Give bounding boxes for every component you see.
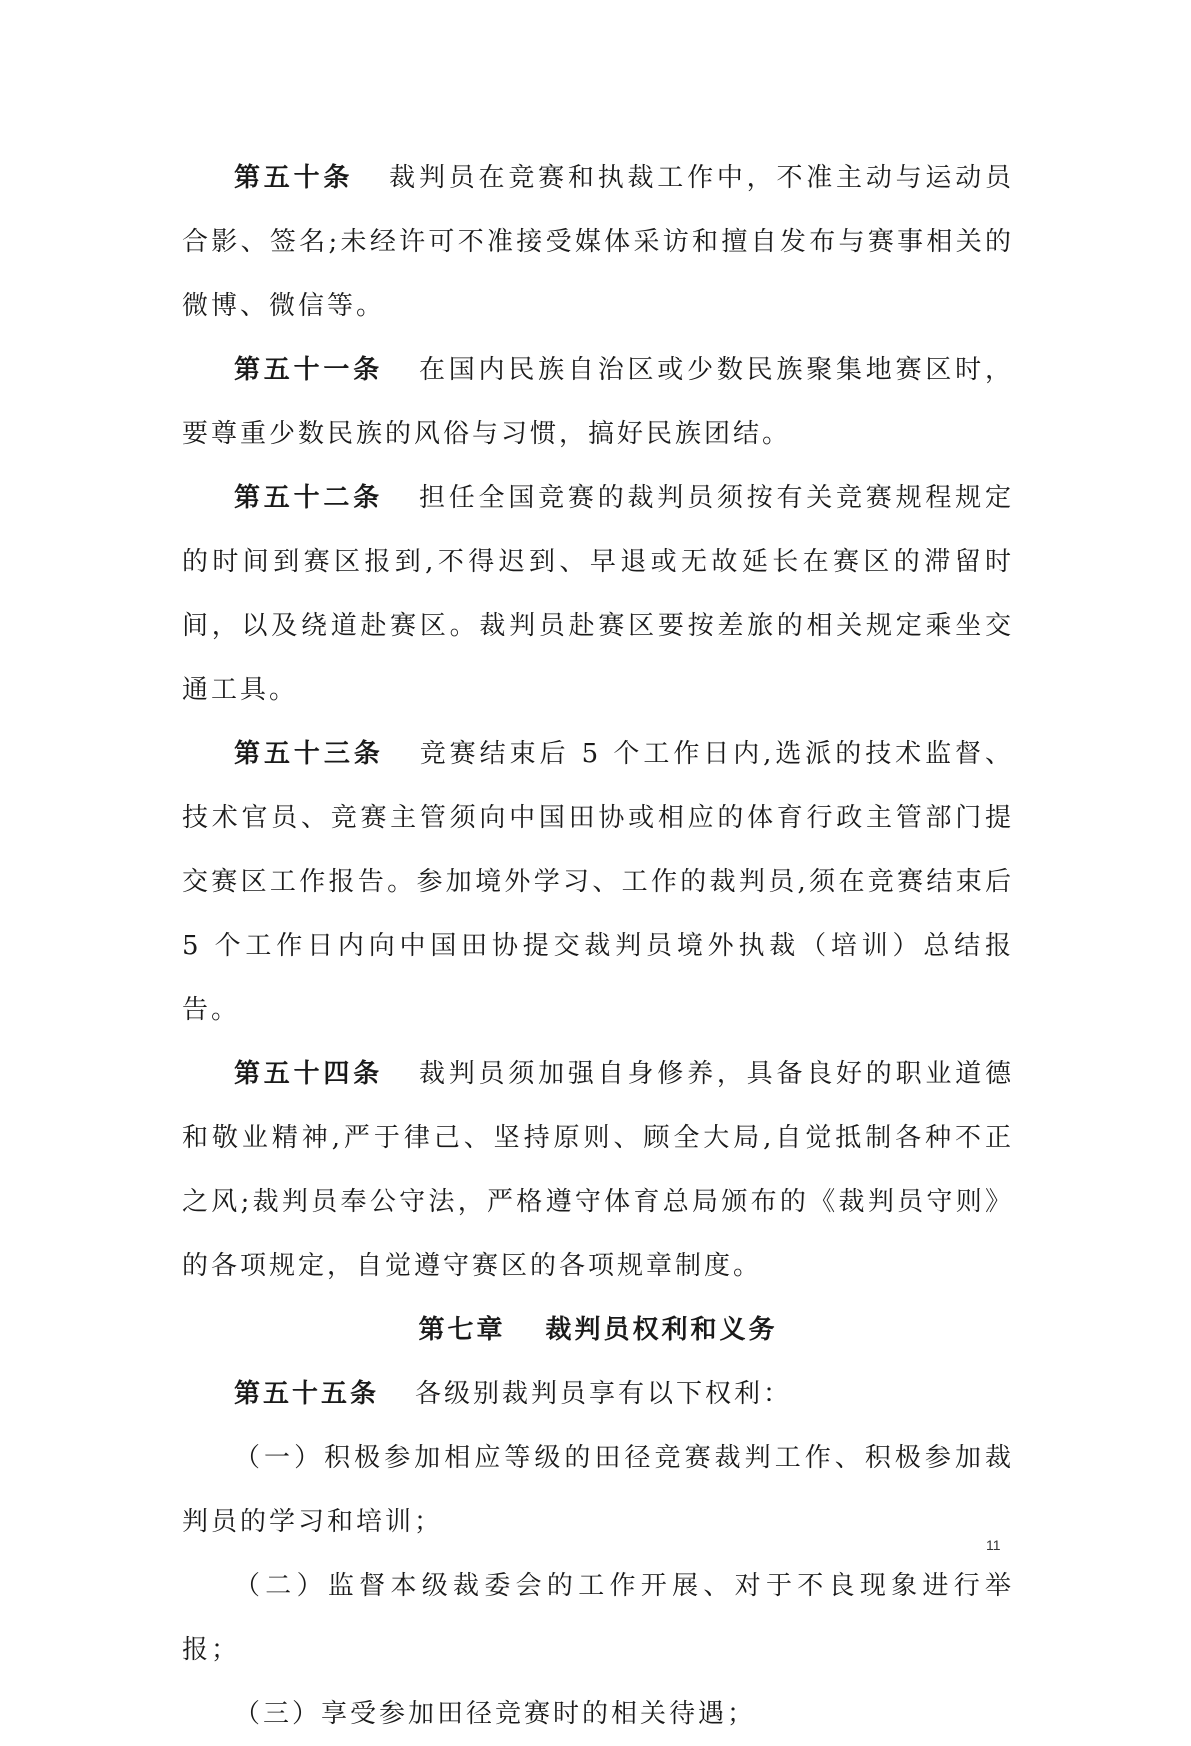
article-51 [182, 338, 1014, 466]
article-50 [182, 146, 1014, 338]
article-text: 在国内民族自治区或少数民族聚集地赛区时，要尊重少数民族的风俗与习惯，搞好民族团结。 [182, 355, 1014, 449]
article-text: 裁判员在竞赛和执裁工作中，不准主动与运动员合影、签名;未经许可不准接受媒体采访和擅自发布与赛事相关的微博、微信等。 [182, 163, 1014, 321]
list-item: （一）积极参加相应等级的田径竞赛裁判工作、积极参加裁判员的学习和培训； [182, 1443, 1014, 1537]
article-text: 裁判员须加强自身修养，具备良好的职业道德和敬业精神,严于律己、坚持原则、顾全大局,自觉抵制各种不正之风;裁判员奉公守法，严格遵守体育总局颁布的《裁判员守则》的各项规定，自觉遵守赛区的各项规章制度。 [182, 1059, 1014, 1281]
article-number: 第五十条 [234, 163, 354, 193]
article-text: 担任全国竞赛的裁判员须按有关竞赛规程规定的时间到赛区报到,不得迟到、早退或无故延长在赛区的滞留时间，以及绕道赴赛区。裁判员赴赛区要按差旅的相关规定乘坐交通工具。 [182, 483, 1014, 705]
article-number: 第五十五条 [234, 1379, 380, 1409]
chapter-number: 第七章 [418, 1315, 506, 1345]
article-number: 第五十二条 [234, 483, 383, 513]
article-number: 第五十四条 [234, 1059, 383, 1089]
article-text: 竞赛结束后 5 个工作日内,选派的技术监督、技术官员、竞赛主管须向中国田协或相应的体育行政主管部门提交赛区工作报告。参加境外学习、工作的裁判员,须在竞赛结束后 5 个工作日内向中国田协提交裁判员境外执裁（培训）总结报告。 [182, 739, 1014, 1025]
page-number: 11 [986, 1537, 1001, 1553]
article-53 [182, 722, 1014, 1042]
article-55 [182, 1362, 1014, 1426]
chapter-title-text: 裁判员权利和义务 [545, 1315, 778, 1345]
article-54 [182, 1042, 1014, 1298]
article-number: 第五十一条 [234, 355, 383, 385]
page-content [182, 146, 1014, 1746]
list-item: （三）享受参加田径竞赛时的相关待遇； [234, 1699, 757, 1729]
article-number: 第五十三条 [234, 739, 384, 769]
chapter-heading [182, 1298, 1014, 1362]
list-item: （二）监督本级裁委会的工作开展、对于不良现象进行举报； [182, 1571, 1014, 1665]
article-text: 各级别裁判员享有以下权利： [415, 1379, 793, 1409]
article-52 [182, 466, 1014, 722]
